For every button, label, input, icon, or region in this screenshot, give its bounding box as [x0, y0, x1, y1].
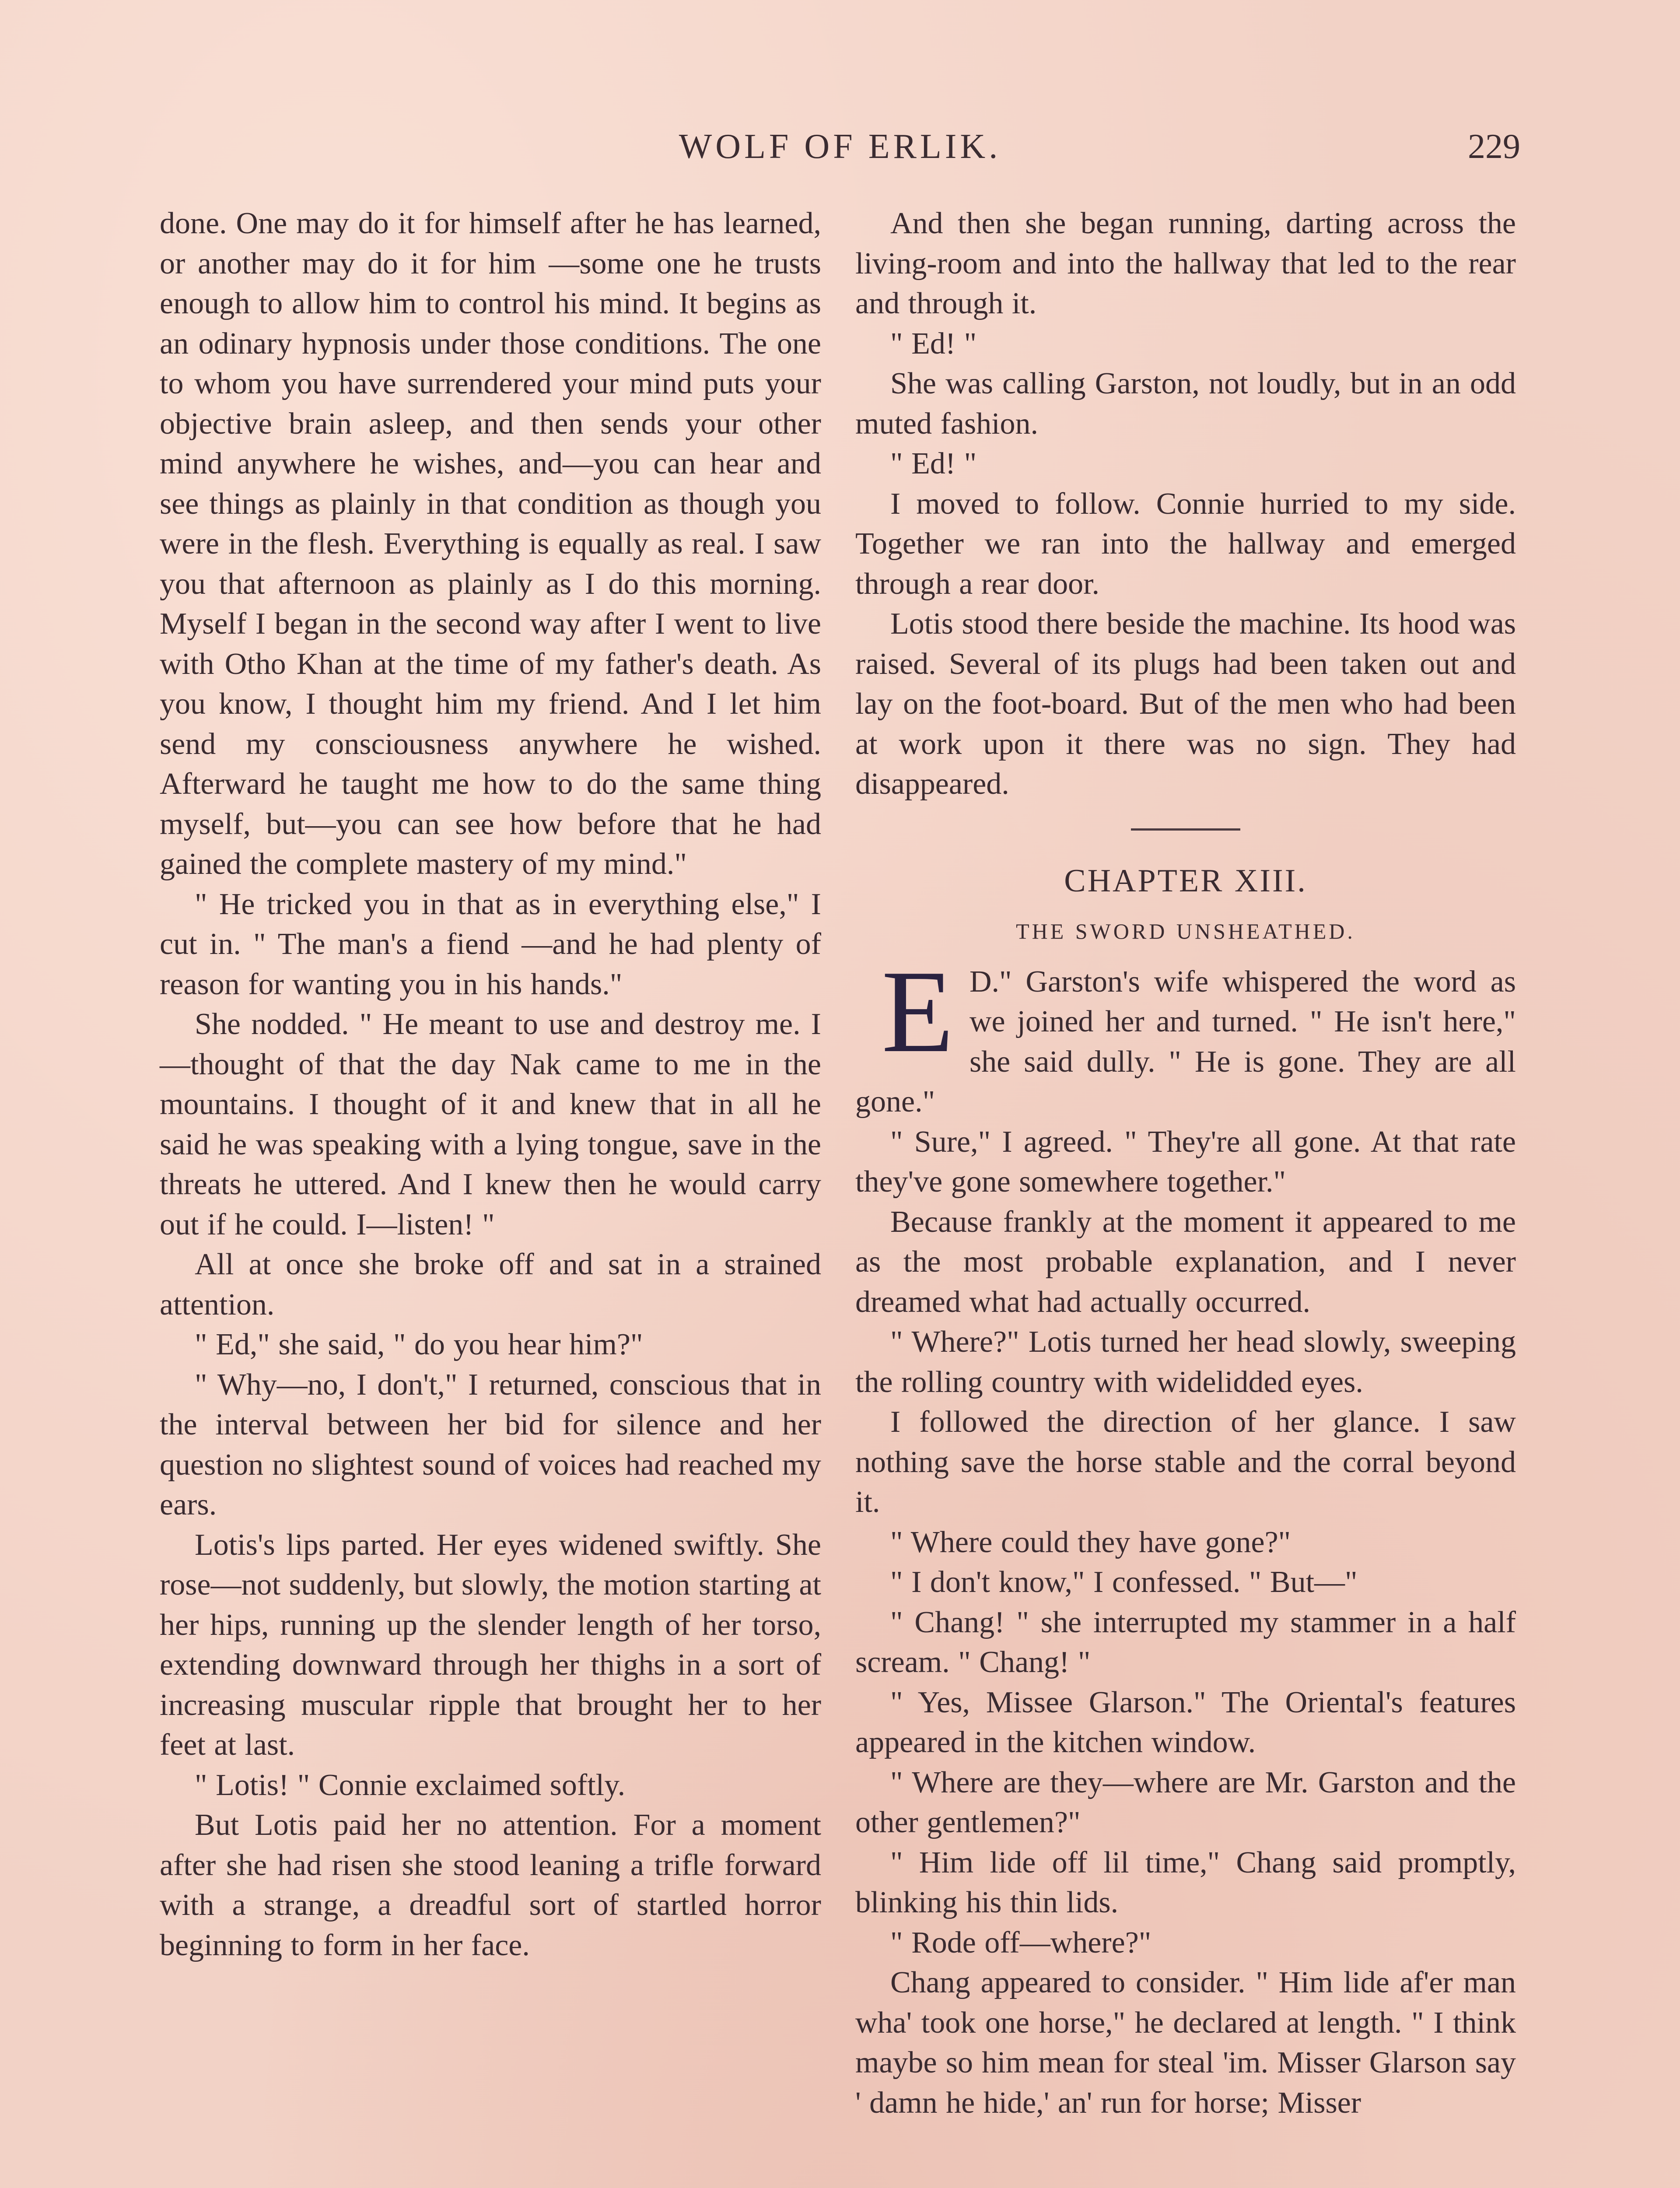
paragraph: All at once she broke off and sat in a strained attention. [160, 1248, 821, 1322]
paragraph: " Him lide off lil time," Chang said promptly, blinking his thin lids. [855, 1845, 1516, 1919]
drop-cap: E [882, 946, 954, 1077]
paragraph: " Lotis! " Connie exclaimed softly. [195, 1768, 626, 1802]
paragraph: " Where?" Lotis turned her head slowly, sweeping the rolling country with widelidded eyes. [855, 1325, 1516, 1399]
paragraph: Chang appeared to consider. " Him lide af'er man wha' took one horse," he declared at length. " I think maybe so him mean for steal 'im. Misser Glarson say ' damn he hide,' an' run for horse; Misser [855, 1966, 1516, 2120]
paragraph: " Why—no, I don't," I returned, conscious that in the interval between her bid for silence and her question no slightest sound of voices had reached my ears. [160, 1368, 821, 1522]
paragraph: done. One may do it for himself after he has learned, or another may do it for him —some one he trusts enough to allow him to control his mind. It begins as an odinary hypnosis under those conditions. The one to whom you have surrendered your mind puts your objective brain asleep, and then sends your other mind anywhere he wishes, and—you can hear and see things as plainly in that condition as though you were in the flesh. Everything is equally as real. I saw you that afternoon as plainly as I do this morning. Myself I began in the second way after I went to live with Otho Khan at the time of my father's death. As you know, I thought him my friend. And I let him send my consciousness anywhere he wished. Afterward he taught me how to do the same thing myself, but—you can see how before that he had gained the complete mastery of my mind." [160, 207, 821, 881]
paragraph: " I don't know," I confessed. " But—" [890, 1565, 1358, 1599]
section-divider [1131, 828, 1240, 831]
paragraph: " Rode off—where?" [890, 1925, 1152, 1960]
paragraph: " Chang! " she interrupted my stammer in a half scream. " Chang! " [855, 1605, 1516, 1679]
paragraph: " Ed! " [890, 447, 977, 480]
left-column [160, 203, 821, 1965]
paragraph: " Ed! " [890, 326, 977, 361]
paragraph: " Sure," I agreed. " They're all gone. At that rate they've gone somewhere together." [855, 1125, 1516, 1199]
page-number: 229 [1468, 127, 1520, 166]
right-column [855, 203, 1516, 2123]
paragraph: I moved to follow. Connie hurried to my side. Together we ran into the hallway and emerged through a rear door. [855, 487, 1516, 601]
chapter-title: CHAPTER XIII. [1064, 863, 1307, 899]
paragraph: She nodded. " He meant to use and destroy me. I—thought of that the day Nak came to me in the mountains. I thought of it and knew that in all he said he was speaking with a lying tongue, save in the threats he uttered. And I knew then he would carry out if he could. I—listen! " [160, 1007, 821, 1241]
paragraph: " Yes, Missee Glarson." The Oriental's features appeared in the kitchen window. [855, 1685, 1516, 1759]
paragraph: And then she began running, darting across the living-room and into the hallway that led to the rear and through it. [855, 207, 1516, 320]
chapter-opening-paragraph [855, 946, 1516, 1122]
paragraph: " Ed," she said, " do you hear him?" [195, 1328, 643, 1361]
chapter-subtitle: THE SWORD UNSHEATHED. [1016, 919, 1355, 943]
paragraph: Lotis's lips parted. Her eyes widened swiftly. She rose—not suddenly, but slowly, the motion starting at her hips, running up the slender length of her torso, extending downward through her thighs in a sort of increasing muscular ripple that brought her to her feet at last. [160, 1528, 821, 1762]
chapter-opening-text: D." Garston's wife whispered the word as we joined her and turned. " He isn't here," she said dully. " He is gone. They are all gone." [855, 964, 1516, 1119]
paragraph: I followed the direction of her glance. I saw nothing save the horse stable and the corral beyond it. [855, 1405, 1516, 1519]
paragraph: She was calling Garston, not loudly, but in an odd muted fashion. [855, 367, 1516, 441]
running-title: WOLF OF ERLIK. [679, 127, 1001, 166]
page-header [0, 127, 1680, 175]
paragraph: " Where could they have gone?" [890, 1525, 1291, 1559]
paragraph: Because frankly at the moment it appeared to me as the most probable explanation, and I never dreamed what had actually occurred. [855, 1205, 1516, 1319]
paragraph: But Lotis paid her no attention. For a moment after she had risen she stood leaning a trifle forward with a strange, a dreadful sort of startled horror beginning to form in her face. [160, 1808, 821, 1962]
paragraph: " Where are they—where are Mr. Garston and the other gentlemen?" [855, 1765, 1516, 1839]
paragraph: " He tricked you in that as in everything else," I cut in. " The man's a fiend —and he had plenty of reason for wanting you in his hands." [160, 887, 821, 1001]
paragraph: Lotis stood there beside the machine. Its hood was raised. Several of its plugs had been taken out and lay on the foot-board. But of the men who had been at work upon it there was no sign. They had disappeared. [855, 607, 1516, 801]
